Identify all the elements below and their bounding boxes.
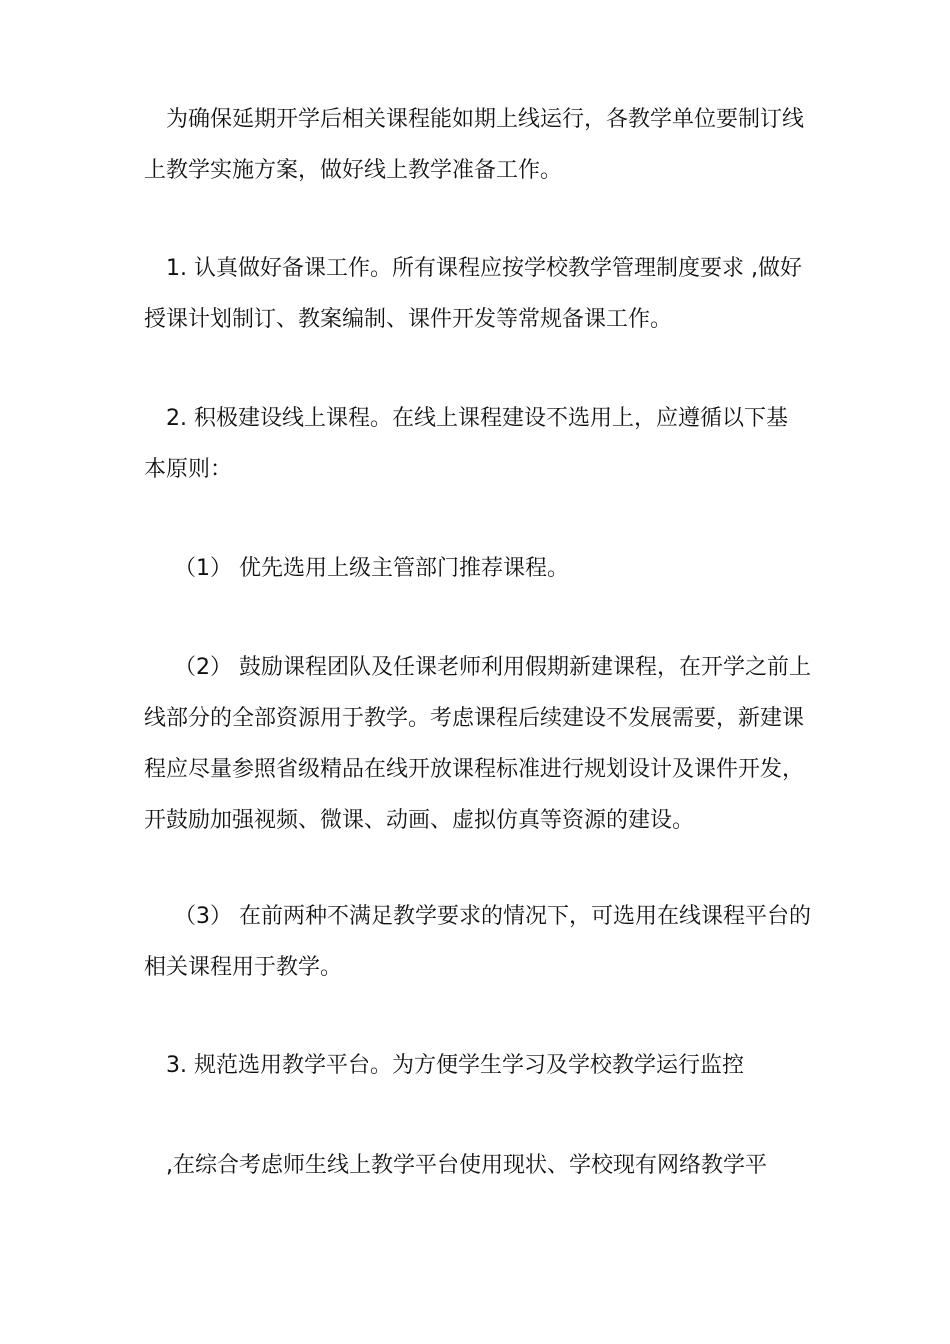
text-line: 上教学实施方案，做好线上教学准备工作。 — [144, 158, 563, 183]
paragraph-item-3 — [144, 1041, 816, 1091]
text-line: 3. 规范选用教学平台。为方便学生学习及学校教学运行监控 — [166, 1053, 744, 1078]
paragraph-subitem-2 — [144, 643, 816, 846]
text-line: （2） 鼓励课程团队及任课老师利用假期新建课程，在开学之前上 — [174, 655, 811, 680]
text-line: 开鼓励加强视频、微课、动画、虚拟仿真等资源的建设。 — [144, 808, 695, 833]
paragraph-continuation — [144, 1141, 816, 1191]
text-line: （1） 优先选用上级主管部门推荐课程。 — [174, 556, 569, 581]
text-line: 线部分的全部资源用于教学。考虑课程后续建设不发展需要，新建课 — [144, 706, 805, 731]
text-line: 授课计划制订、教案编制、课件开发等常规备课工作。 — [144, 307, 673, 332]
paragraph-intro — [144, 95, 816, 196]
text-line: 相关课程用于教学。 — [144, 955, 343, 980]
text-line: ,在综合考虑师生线上教学平台使用现状、学校现有网络教学平 — [166, 1153, 767, 1178]
paragraph-item-2 — [144, 394, 816, 495]
text-line: 程应尽量参照省级精品在线开放课程标准进行规划设计及课件开发， — [144, 757, 805, 782]
text-line: 2. 积极建设线上课程。在线上课程建设不选用上，应遵循以下基 — [166, 406, 788, 431]
text-line: 为确保延期开学后相关课程能如期上线运行，各教学单位要制订线 — [166, 107, 805, 132]
paragraph-item-1 — [144, 244, 816, 345]
paragraph-subitem-3 — [144, 892, 816, 993]
paragraph-subitem-1 — [144, 544, 816, 594]
text-line: （3） 在前两种不满足教学要求的情况下，可选用在线课程平台的 — [174, 904, 811, 929]
text-line: 本原则： — [144, 457, 233, 482]
text-line: 1. 认真做好备课工作。所有课程应按学校教学管理制度要求 ,做好 — [166, 256, 802, 281]
